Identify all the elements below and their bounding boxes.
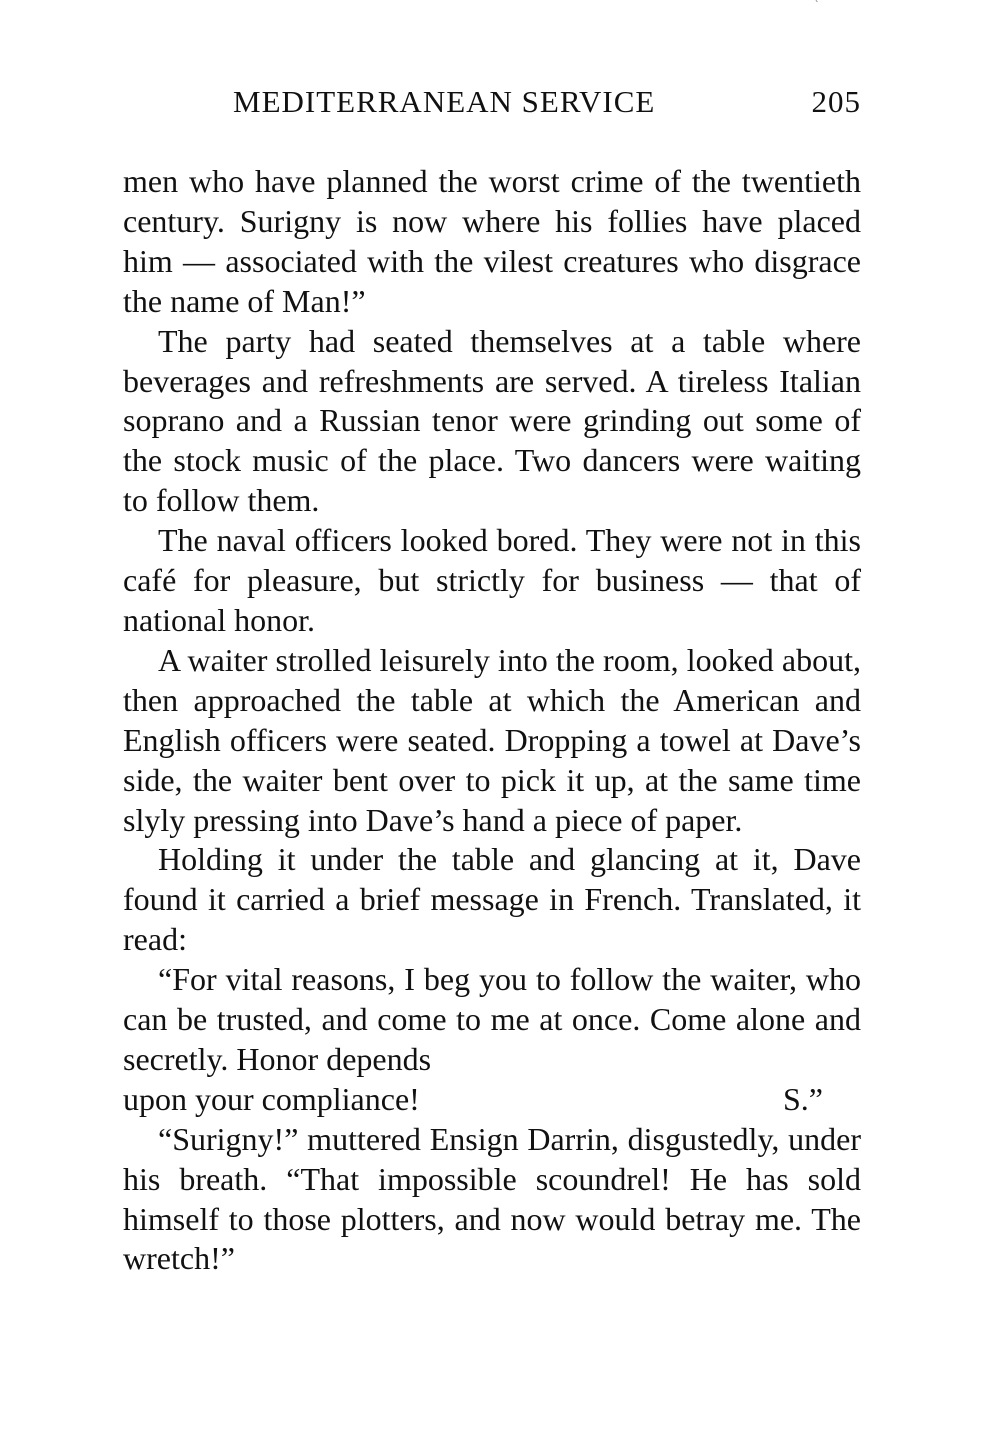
message-signature-initial: S.” bbox=[783, 1080, 823, 1117]
paragraph-officers-bored: The naval officers looked bored. They were not in this café for pleasure, but strictly for business — that of national honor. bbox=[123, 522, 861, 638]
running-title: MEDITERRANEAN SERVICE bbox=[233, 84, 656, 119]
running-head bbox=[233, 82, 861, 122]
paragraph-continued: men who have planned the worst crime of the twentieth century. Surigny is now where his follies have placed him — associated with the vilest creatures who disgrace the name of Man!” bbox=[123, 163, 861, 319]
paragraph-party-seated: The party had seated themselves at a table where beverages and refreshments are served. A tireless Italian soprano and a Russian tenor were grinding out some of the stock music of the place. Two dancers were waiting to follow them. bbox=[123, 322, 861, 519]
body-text bbox=[123, 162, 861, 1279]
paragraph-french-message: “For vital reasons, I beg you to follow the waiter, who can be trusted, and come to me at once. Come alone and secretly. Honor depends bbox=[123, 961, 861, 1077]
page-number: 205 bbox=[811, 84, 861, 119]
paragraph-waiter-approaches: A waiter strolled leisurely into the room, looked about, then approached the table at which the American and English officers were seated. Dropping a towel at Dave’s side, the waiter bent over to pick it up, at the same time slyly pressing into Dave’s hand a piece of paper. bbox=[123, 641, 861, 838]
corner-speck: ` bbox=[815, 0, 819, 11]
message-closing-text: upon your compliance! bbox=[123, 1080, 420, 1117]
paragraph-message-read: Holding it under the table and glancing at it, Dave found it carried a brief message in French. Translated, it read: bbox=[123, 841, 861, 958]
paragraph-darrin-reaction: “Surigny!” muttered Ensign Darrin, disgustedly, under his breath. “That impossible scoundrel! He has sold himself to those plotters, and now would betray me. The wretch!” bbox=[123, 1120, 861, 1277]
message-signature-line bbox=[123, 1080, 861, 1120]
